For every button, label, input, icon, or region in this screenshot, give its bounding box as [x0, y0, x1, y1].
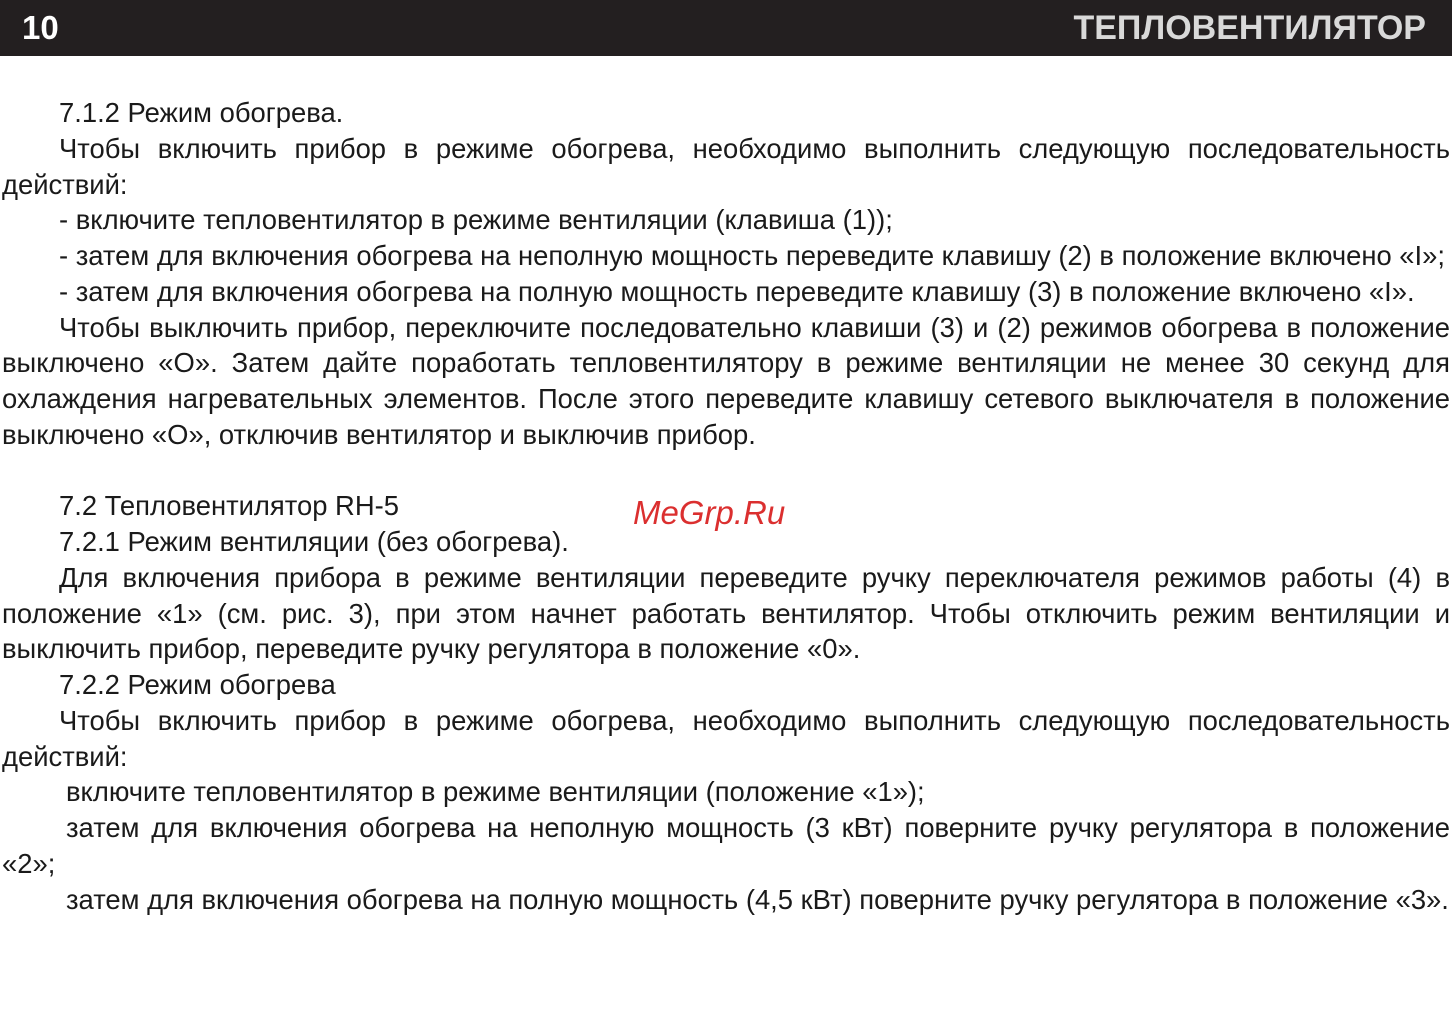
section-spacer [2, 453, 1450, 489]
paragraph-switch-off: Чтобы выключить прибор, переключите последовательно клавиши (3) и (2) режимов обогрева в положение выключено «О». Затем дайте поработать тепловентилятору в режиме вентиляции не менее 30 секунд для охлаждения нагревательных элементов. После этого переведите клавишу сетевого выключателя в положение выключено «О», отключив вентилятор и выключив прибор. [2, 311, 1450, 450]
section-heading-7-1-2: 7.1.2 Режим обогрева. [59, 97, 344, 128]
list-item-step-3: - затем для включения обогрева на полную мощность переведите клавишу (3) в положение включено «I». [59, 275, 1415, 307]
section-heading-7-2: 7.2 Тепловентилятор RH-5 [59, 490, 399, 522]
list-item-rh5-step-2: затем для включения обогрева на неполную мощность (3 кВт) поверните ручку регулятора в положение «2»; [2, 812, 1450, 879]
list-item-rh5-step-1: включите тепловентилятор в режиме вентиляции (положение «1»); [66, 776, 925, 808]
list-item-rh5-step-3: затем для включения обогрева на полную мощность (4,5 кВт) поверните ручку регулятора в положение «3». [66, 883, 1449, 915]
watermark: MeGrp.Ru [633, 494, 786, 531]
paragraph-heating-intro: Чтобы включить прибор в режиме обогрева, необходимо выполнить следующую последовательность действий: [2, 132, 1450, 200]
header-title: ТЕПЛОВЕНТИЛЯТОР [1073, 9, 1426, 47]
section-heading-7-2-1: 7.2.1 Режим вентиляции (без обогрева). [59, 526, 569, 557]
list-item-step-2: - затем для включения обогрева на неполную мощность переведите клавишу (2) в положение включено «I»; [59, 240, 1445, 271]
paragraph-ventilation-mode: Для включения прибора в режиме вентиляции переведите ручку переключателя режимов работы (4) в положение «1» (см. рис. 3), при этом начнет работать вентилятор. Чтобы отключить режим вентиляции и выключить прибор, переведите ручку регулятора в положение «0». [2, 561, 1450, 665]
paragraph-heating-intro-rh5: Чтобы включить прибор в режиме обогрева, необходимо выполнить следующую последовательность действий: [2, 704, 1450, 772]
section-heading-7-2-2: 7.2.2 Режим обогрева [59, 669, 336, 700]
list-item-step-1: - включите тепловентилятор в режиме вентиляции (клавиша (1)); [59, 204, 893, 236]
page-header [0, 0, 1452, 56]
page-number: 10 [22, 9, 59, 46]
